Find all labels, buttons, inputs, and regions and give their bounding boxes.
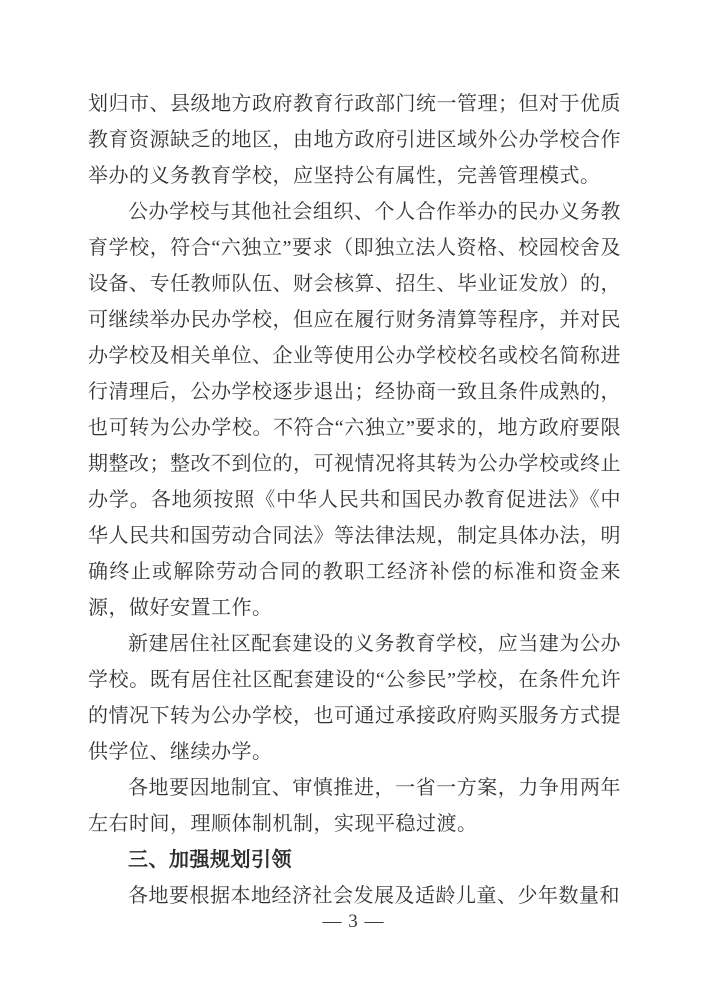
page-number: — 3 — [322,911,385,932]
document-body [88,86,621,914]
paragraph-local-implementation: 各地要因地制宜、审慎推进，一省一方案，力争用两年左右时间，理顺体制机制，实现平稳过渡。 [88,777,621,835]
section-heading: 三、加强规划引领 [128,849,292,871]
paragraph-management-continuation: 划归市、县级地方政府教育行政部门统一管理；但对于优质教育资源缺乏的地区，由地方政府引进区域外公办学校合作举办的义务教育学校，应坚持公有属性，完善管理模式。 [88,93,621,187]
paragraph-new-residential-schools: 新建居住社区配套建设的义务教育学校，应当建为公办学校。既有居住社区配套建设的“公参民”学校，在条件允许的情况下转为公办学校，也可通过承接政府购买服务方式提供学位、继续办学。 [88,633,621,763]
paragraph-planning-opening: 各地要根据本地经济社会发展及适龄儿童、少年数量和 [128,885,620,907]
paragraph-public-school-cooperation: 公办学校与其他社会组织、个人合作举办的民办义务教育学校，符合“六独立”要求（即独立法人资格、校园校舍及设备、专任教师队伍、财会核算、招生、毕业证发放）的，可继续举办民办学校，但应在履行财务清算等程序，并对民办学校及相关单位、企业等使用公办学校校名或校名简称进行清理后，公办学校逐步退出；经协商一致且条件成熟的，也可转为公办学校。不符合“六独立”要求的，地方政府要限期整改；整改不到位的，可视情况将其转为公办学校或终止办学。各地须按照《中华人民共和国民办教育促进法》《中华人民共和国劳动合同法》等法律法规，制定具体办法，明确终止或解除劳动合同的教职工经济补偿的标准和资金来源，做好安置工作。 [88,201,621,619]
